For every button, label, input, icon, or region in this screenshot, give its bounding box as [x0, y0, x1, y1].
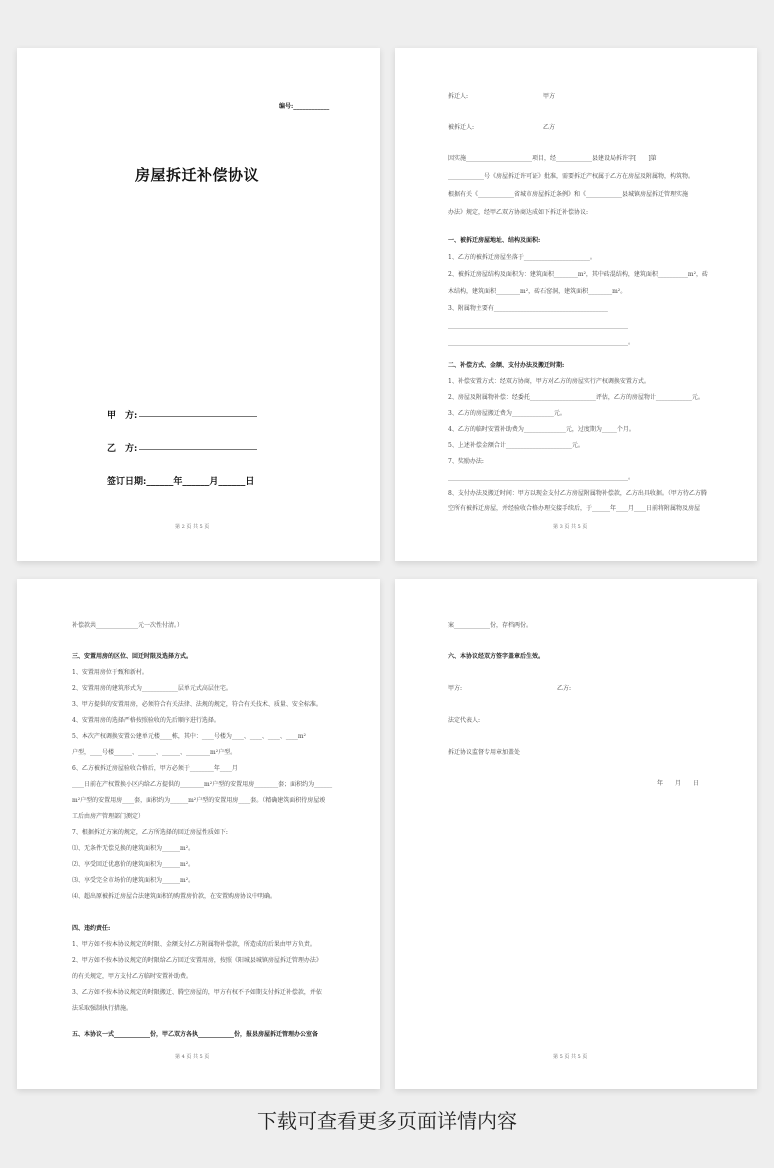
paragraph-line: 3、乙方如不按本协议规定的时限搬迁、腾空房屋的，甲方有权不予如期支付拆迁补偿款，并依 — [72, 989, 322, 996]
paragraph-line: 3、甲方提供的安置用房，必须符合有关法律、法规的规定，符合有关技术、质量、安全标准。 — [72, 701, 322, 708]
party-b-label: 乙 方: — [107, 444, 138, 454]
document-title: 房屋拆迁补偿协议 — [135, 166, 260, 184]
page-number: 第 2 页 共 5 页 — [175, 524, 210, 530]
paragraph-line: ⑷、超出原被拆迁房屋合法建筑面积的购置房价款，在安置购房协议中明确。 — [72, 893, 277, 900]
section-heading: 四、违约责任: — [72, 925, 111, 932]
paragraph-line: ____日前在产权置换小区内给乙方提供的________m²户型的安置用房________套；面积约为______ — [72, 781, 333, 788]
page-number: 第 4 页 共 5 页 — [175, 1054, 210, 1060]
party-b-line — [139, 449, 257, 450]
paragraph-line: 5、本次产权调换安置公建单元楼____栋，其中：____号楼为____、____、____、____m² — [72, 733, 306, 740]
paragraph-line: 的有关规定，甲方支付乙方临时安置补助费。 — [72, 973, 193, 980]
download-caption: 下载可查看更多页面详情内容 — [257, 1109, 517, 1133]
signing-date: 年 月 日 — [657, 780, 700, 787]
paragraph-line: 2、安置用房的建筑形式为____________层单元式高层住宅。 — [72, 685, 232, 692]
paragraph-line: 因实施______________________项目，经____________县建设局拆许字[ ]第 — [448, 155, 657, 162]
paragraph-line: 木结构，建筑面积________m²，砖石窑洞，建筑面积________m²。 — [448, 288, 627, 295]
party-a-line — [139, 416, 257, 417]
page-number: 第 5 页 共 5 页 — [553, 1054, 588, 1060]
paragraph-line: 7、根据拆迁方案的规定，乙方所选择的回迁房屋性质如下: — [72, 829, 228, 836]
section-heading: 二、补偿方式、金额、支付办法及搬迁时期: — [448, 362, 565, 369]
section-heading: 六、本协议经双方签字盖章后生效。 — [448, 653, 545, 660]
paragraph-line: 3、附属物主要有______________________________________ — [448, 305, 608, 312]
paragraph-line: 6、乙方被拆迁房屋验收合格后，甲方必须于________年____月 — [72, 765, 238, 772]
paragraph-line: 法定代表人: — [448, 717, 481, 724]
paragraph-line: ____________________________________________________________ — [448, 322, 628, 329]
paragraph-line: 案____________份，存档两份。 — [448, 622, 533, 629]
document-page-cover — [17, 48, 380, 561]
paragraph-line: ____________________________________________________________。 — [448, 474, 635, 481]
paragraph-line: 法采取强制执行措施。 — [72, 1005, 133, 1012]
section-heading: 三、安置用房的区位、回迁时限及选择方式。 — [72, 653, 193, 660]
document-page-5 — [395, 579, 757, 1089]
paragraph-line: ____________________________________________________________。 — [448, 339, 635, 346]
paragraph-line: 2、房屋及附属物补偿：经委托______________________评估，乙方的房屋物计____________元。 — [448, 394, 704, 401]
paragraph-line: 2、甲方如不按本协议规定的时限给乙方回迁安置用房，按照《阳城县城镇房屋拆迁管理办法》 — [72, 957, 322, 964]
paragraph-line: 3、乙方的房屋搬迁费为______________元。 — [448, 410, 566, 417]
paragraph-line: 甲方 — [543, 93, 556, 100]
paragraph-line: ____________号《房屋拆迁许可证》批准，需要拆迁产权属于乙方在房屋及附属物，构筑物。 — [448, 173, 695, 180]
paragraph-line: 乙方: — [557, 685, 572, 692]
paragraph-line: m²户型的安置用房____套，面积约为______m²户型的安置用房____套。（精确建筑面积待房屋竣 — [72, 797, 326, 804]
page-number: 第 3 页 共 5 页 — [553, 524, 588, 530]
document-page-2 — [395, 48, 757, 561]
paragraph-line: ⑶、享受完全市场价的建筑面积为______m²。 — [72, 877, 195, 884]
paragraph-line: 1、甲方如不按本协议规定的时限、金额支付乙方附属物补偿款，所造成的后果由甲方负责。 — [72, 941, 316, 948]
paragraph-line: 乙方 — [543, 124, 556, 131]
paragraph-line: ⑴、无条件无偿兑换的建筑面积为______m²。 — [72, 845, 195, 852]
paragraph-line: 4、安置用房的选择严格按照验收的先后顺序进行选择。 — [72, 717, 220, 724]
paragraph-line: 7、奖励办法: — [448, 458, 484, 465]
paragraph-line: 补偿款共______________元一次性付清。） — [72, 622, 184, 629]
paragraph-line: 1、乙方的被拆迁房屋坐落于______________________。 — [448, 254, 596, 261]
section-heading: 五、本协议一式____________份，甲乙双方各执____________份，报县房屋拆迁管理办公室备 — [72, 1031, 319, 1038]
section-heading: 一、被拆迁房屋地址、结构及面积: — [448, 237, 541, 244]
party-a-label: 甲 方: — [107, 411, 138, 421]
paragraph-line: 1、补偿安置方式：经双方协商，甲方对乙方的房屋实行产权调换安置方式。 — [448, 378, 650, 385]
paragraph-line: 拆迁人: — [448, 93, 469, 100]
paragraph-line: 4、乙方的临时安置补助费为______________元，过度期为_____个月。 — [448, 426, 635, 433]
paragraph-line: 工后由房产管理部门测定） — [72, 813, 145, 820]
paragraph-line: 根据有关《____________省城市房屋拆迁条例》和《____________县城镇房屋拆迁管理实施 — [448, 191, 689, 198]
document-page-3 — [17, 579, 380, 1089]
paragraph-line: 5、上述补偿金额合计______________________元。 — [448, 442, 584, 449]
paragraph-line: ⑵、享受回迁优惠价的建筑面积为______m²。 — [72, 861, 195, 868]
paragraph-line: 1、安置用房位于甄和新村。 — [72, 669, 148, 676]
paragraph-line: 拆迁协议监督专用章加盖处 — [448, 749, 521, 756]
paragraph-line: 被拆迁人: — [448, 124, 475, 131]
paragraph-line: 2、被拆迁房屋结构及面积为：建筑面积________m²，其中砖混结构，建筑面积__________m²，砖 — [448, 271, 709, 278]
paragraph-line: 户型，____号楼______、______、______、________m²户型。 — [72, 749, 237, 756]
sign-date-label: 签订日期:______年______月______日 — [107, 477, 255, 487]
paragraph-line: 甲方: — [448, 685, 463, 692]
contract-number-label: 编号:____________ — [279, 103, 330, 110]
paragraph-line: 办法》规定，经甲乙双方协商达成如下拆迁补偿协议: — [448, 209, 589, 216]
paragraph-line: 8、支付办法及搬迁时间：甲方以现金支付乙方房屋附属物补偿款，乙方出具收据。（甲方待乙方腾 — [448, 490, 707, 497]
paragraph-line: 空所有被拆迁房屋，并经验收合格办理交接手续后，于______年____月____日前将附属物及房屋 — [448, 505, 701, 512]
